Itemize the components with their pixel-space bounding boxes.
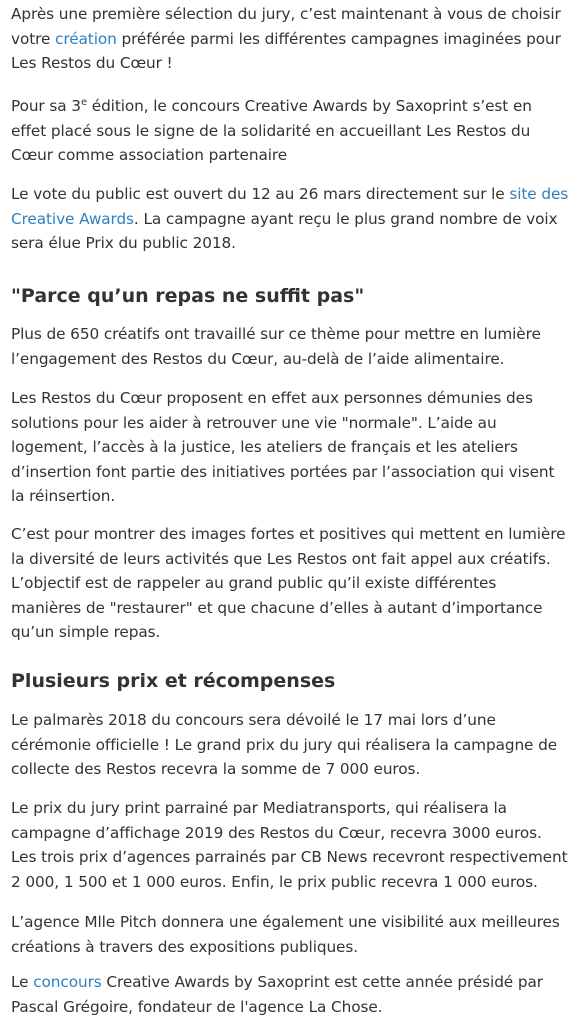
paragraph-solutions: Les Restos du Cœur proposent en effet aux personnes démunies des solutions pour les aider à retrouver une vie "normale". L’aide au logement, l’accès à la justice, les ateliers de français et les ateliers d’insertion font partie des initiatives portées par l’association qui visent la réinsertion. — [11, 389, 555, 505]
paragraph-text: édition, le concours Creative Awards by Saxoprint s’est en effet placé sous le signe de la solidarité en accueillant Les Restos du Cœur comme association partenaire — [11, 97, 532, 164]
paragraph-palmares: Le palmarès 2018 du concours sera dévoilé le 17 mai lors d’une cérémonie officielle ! Le grand prix du jury qui réalisera la campagne de collecte des Restos recevra la somme de 7 000 euros. — [11, 711, 558, 778]
concours-link[interactable]: concours — [33, 973, 102, 991]
paragraph-text: Le vote du public est ouvert du 12 au 26 mars directement sur le — [11, 185, 510, 203]
section-heading-prix: Plusieurs prix et récompenses — [11, 670, 336, 692]
paragraph-vote — [11, 182, 571, 256]
paragraph-mlle-pitch: L’agence Mlle Pitch donnera une également une visibilité aux meilleures créations à travers des expositions publiques. — [11, 913, 560, 956]
paragraph-edition — [11, 94, 571, 168]
paragraph-text: Pour sa 3 — [11, 97, 81, 115]
ordinal-superscript: e — [80, 96, 87, 108]
paragraph-concours — [11, 970, 571, 1019]
creative-awards-site-link[interactable]: site des Creative Awards — [11, 185, 569, 228]
paragraph-text: préférée parmi les différentes campagnes imaginées pour Les Restos du Cœur ! — [11, 29, 561, 72]
section-heading-repas: "Parce qu’un repas ne suffit pas" — [11, 285, 365, 307]
paragraph-text: Après une première sélection du jury, c’est maintenant à vous de choisir votre — [11, 5, 561, 48]
paragraph-text: . La campagne ayant reçu le plus grand nombre de voix sera élue Prix du public 2018. — [11, 209, 558, 252]
paragraph-creatifs: Plus de 650 créatifs ont travaillé sur ce thème pour mettre en lumière l’engagement des Restos du Cœur, au-delà de l’aide alimentaire. — [11, 325, 541, 368]
paragraph-intro — [11, 2, 571, 76]
paragraph-text: Le — [11, 973, 34, 991]
paragraph-text: Creative Awards by Saxoprint est cette année présidé par Pascal Grégoire, fondateur de l'agence La Chose. — [11, 973, 543, 1016]
creation-link[interactable]: création — [55, 29, 117, 48]
paragraph-prix-jury: Le prix du jury print parrainé par Mediatransports, qui réalisera la campagne d’affichage 2019 des Restos du Cœur, recevra 3000 euros. Les trois prix d’agences parrainés par CB News recevront respectivement 2 000, 1 500 et 1 000 euros. Enfin, le prix public recevra 1 000 euros. — [11, 799, 568, 891]
paragraph-images: C’est pour montrer des images fortes et positives qui mettent en lumière la diversité de leurs activités que Les Restos ont fait appel aux créatifs. L’objectif est de rappeler au grand public qu’il existe différentes manières de "restaurer" et que chacune d’elles à autant d’importance qu’un simple repas. — [11, 525, 566, 641]
